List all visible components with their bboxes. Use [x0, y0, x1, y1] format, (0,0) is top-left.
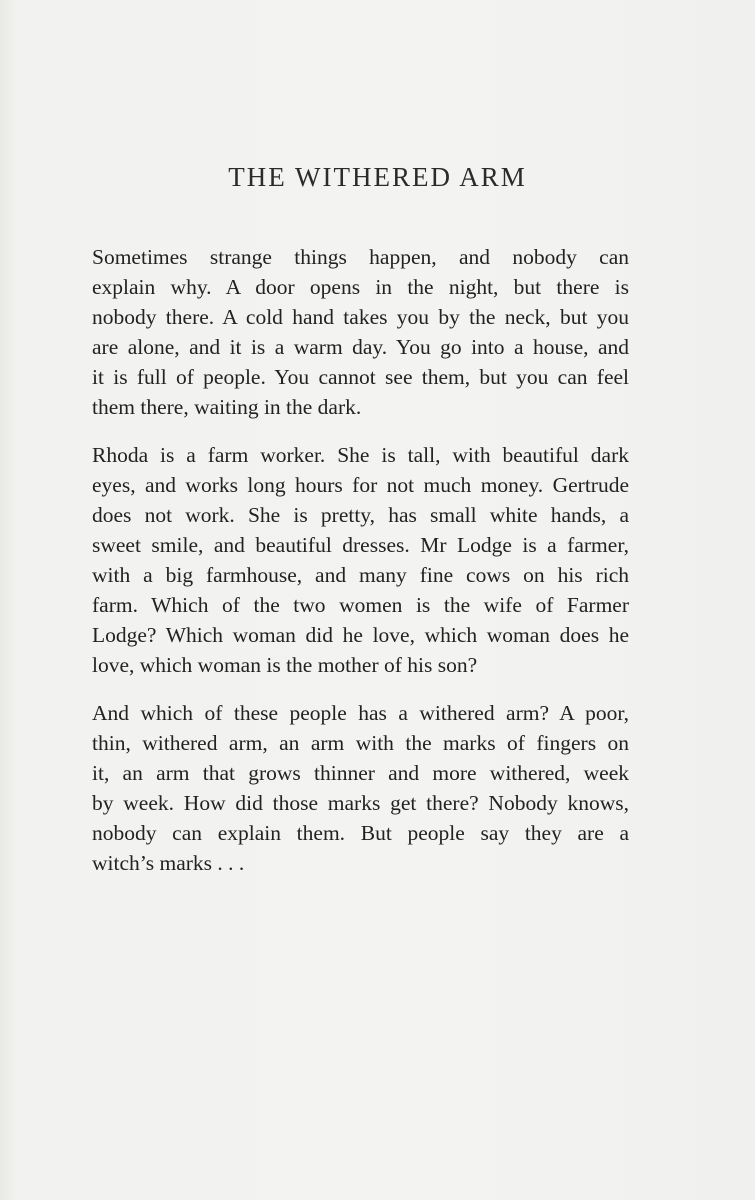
text-line: it, an arm that grows thinner and more withered, week [92, 761, 629, 785]
text-line: love, which woman is the mother of his son? [92, 653, 478, 677]
page-title: THE WITHERED ARM [228, 162, 527, 192]
text-line: And which of these people has a withered arm? A poor, [92, 701, 629, 725]
text-line: nobody can explain them. But people say they are a [92, 821, 629, 845]
text-line: explain why. A door opens in the night, but there is [92, 275, 629, 299]
text-line: Rhoda is a farm worker. She is tall, with beautiful dark [92, 443, 629, 467]
text-line: are alone, and it is a warm day. You go into a house, and [92, 335, 629, 359]
paragraph-1 [92, 242, 629, 422]
text-line: Lodge? Which woman did he love, which woman does he [92, 623, 629, 647]
text-line: them there, waiting in the dark. [92, 395, 362, 419]
text-line: sweet smile, and beautiful dresses. Mr Lodge is a farmer, [92, 533, 629, 557]
text-line: eyes, and works long hours for not much money. Gertrude [92, 473, 629, 497]
text-line: thin, withered arm, an arm with the marks of fingers on [92, 731, 629, 755]
text-line: with a big farmhouse, and many fine cows on his rich [92, 563, 629, 587]
text-line: nobody there. A cold hand takes you by the neck, but you [92, 305, 629, 329]
text-line: farm. Which of the two women is the wife of Farmer [92, 593, 629, 617]
text-line: Sometimes strange things happen, and nobody can [92, 245, 629, 269]
paragraph-2 [92, 440, 629, 680]
paragraph-3 [92, 698, 629, 878]
text-line: by week. How did those marks get there? Nobody knows, [92, 791, 629, 815]
text-line: it is full of people. You cannot see them, but you can feel [92, 365, 629, 389]
text-line: witch’s marks . . . [92, 851, 245, 875]
text-line: does not work. She is pretty, has small white hands, a [92, 503, 629, 527]
blurb-text [92, 242, 629, 896]
